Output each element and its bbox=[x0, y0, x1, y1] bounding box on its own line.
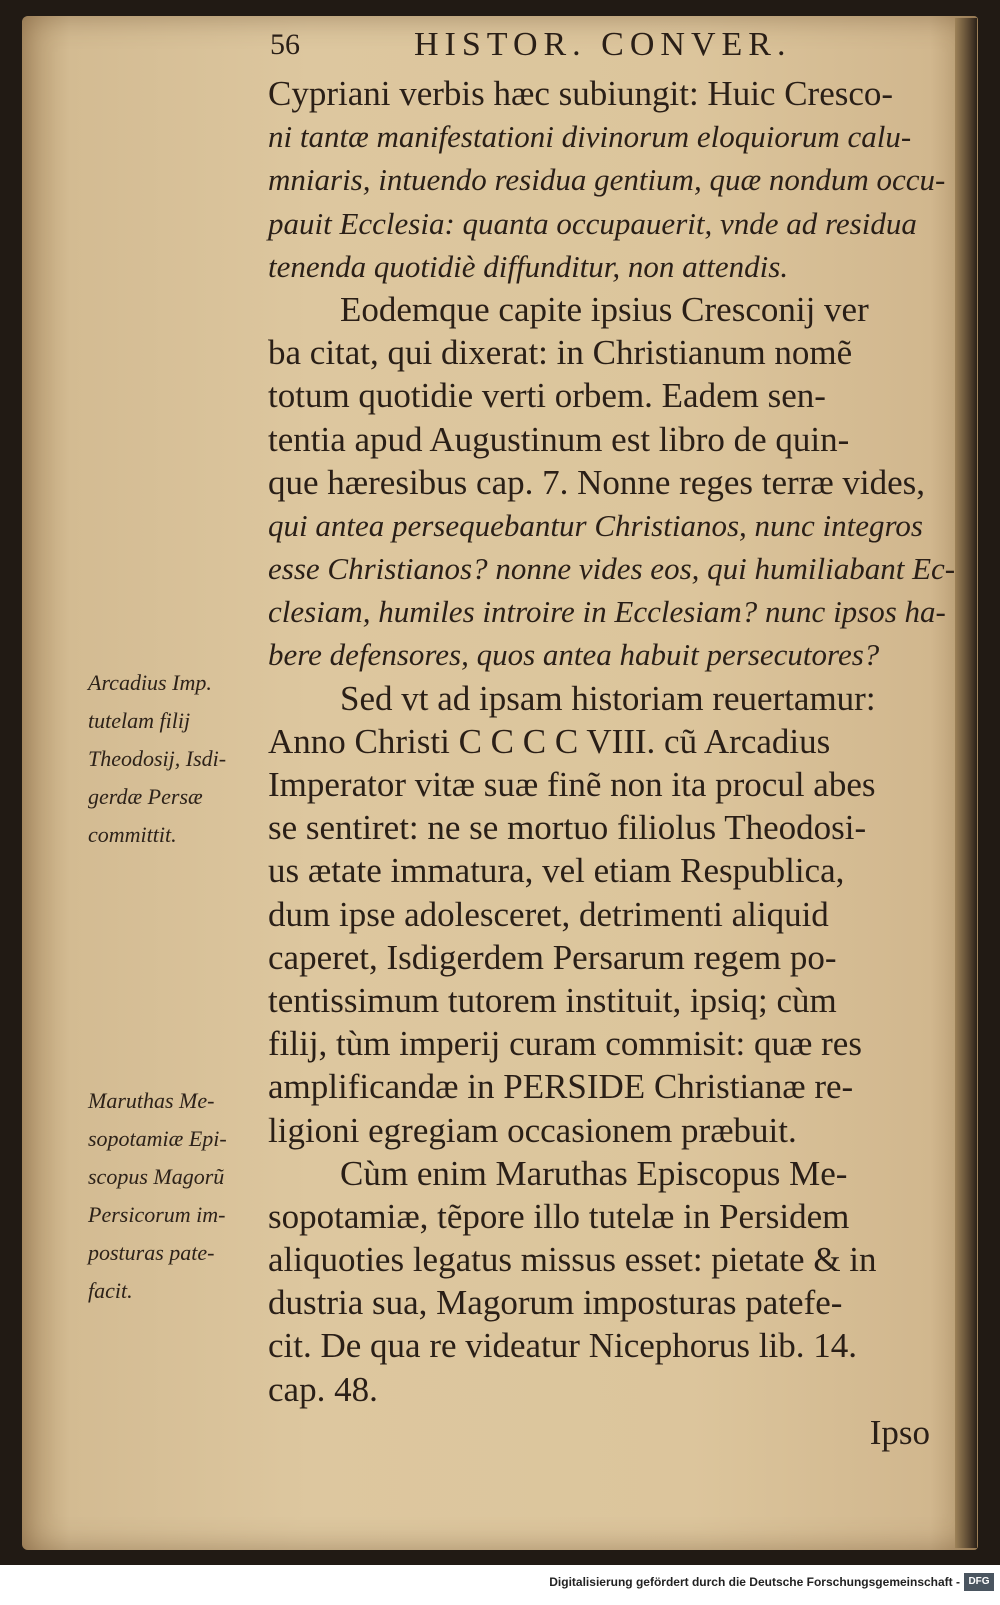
text-line: Ipso bbox=[869, 1412, 930, 1452]
text-line: tentissimum tutorem instituit, ipsiq; cùm bbox=[268, 980, 837, 1020]
margin-note-maruthas bbox=[88, 1082, 263, 1310]
text-line: tenenda quotidiè diffunditur, non attendis. bbox=[268, 248, 789, 284]
text-line: Anno Christi C C C C VIII. cũ Arcadius bbox=[268, 721, 831, 761]
margin-note-line: gerdæ Persæ bbox=[88, 784, 203, 809]
text-line: que hæresibus cap. 7. Nonne reges terræ vides, bbox=[268, 462, 926, 502]
text-line: Cùm enim Maruthas Episcopus Me- bbox=[340, 1153, 848, 1193]
text-line: tentia apud Augustinum est libro de quin- bbox=[268, 419, 850, 459]
text-line: aliquoties legatus missus esset: pietate & in bbox=[268, 1240, 877, 1280]
text-line: clesiam, humiles introire in Ecclesiam? nunc ipsos ha- bbox=[268, 594, 946, 630]
text-line: sopotamiæ, tẽpore illo tutelæ in Persidem bbox=[268, 1196, 850, 1236]
main-text-block bbox=[268, 72, 956, 1454]
text-line: Imperator vitæ suæ finẽ non ita procul abes bbox=[268, 765, 876, 804]
margin-note-line: committit. bbox=[88, 822, 177, 847]
text-line: mniaris, intuendo residua gentium, quæ nondum occu- bbox=[268, 162, 946, 198]
text-line: esse Christianos? nonne vides eos, qui humiliabant Ec- bbox=[268, 551, 956, 587]
text-line: ligioni egregiam occasionem præbuit. bbox=[268, 1110, 797, 1150]
margin-note-line: Theodosij, Isdi- bbox=[88, 746, 227, 771]
text-line: amplificandæ in PERSIDE Christianæ re- bbox=[268, 1067, 854, 1107]
text-line: bere defensores, quos antea habuit persecutores? bbox=[268, 637, 880, 673]
margin-note-arcadius bbox=[88, 664, 263, 854]
footer-bar bbox=[0, 1565, 1000, 1605]
text-line: dustria sua, Magorum imposturas patefe- bbox=[268, 1283, 843, 1323]
text-line: Eodemque capite ipsius Cresconij ver bbox=[340, 289, 869, 329]
running-title: HISTOR. CONVER. bbox=[414, 26, 792, 63]
text-line: se sentiret: ne se mortuo filiolus Theodosi- bbox=[268, 808, 867, 848]
text-line: pauit Ecclesia: quanta occupauerit, vnde ad residua bbox=[268, 205, 917, 241]
text-line: totum quotidie verti orbem. Eadem sen- bbox=[268, 376, 826, 416]
margin-note-line: facit. bbox=[88, 1278, 133, 1303]
margin-note-line: Persicorum im- bbox=[88, 1202, 226, 1227]
dfg-logo: DFG bbox=[964, 1573, 994, 1591]
text-line: Sed vt ad ipsam historiam reuertamur: bbox=[340, 678, 876, 718]
text-line: filij, tùm imperij curam commisit: quæ res bbox=[268, 1024, 862, 1064]
text-line: Cypriani verbis hæc subiungit: Huic Cresco- bbox=[268, 74, 894, 113]
margin-note-line: Arcadius Imp. bbox=[88, 670, 212, 695]
text-line: ni tantæ manifestationi divinorum eloquiorum calu- bbox=[268, 119, 912, 155]
text-line: dum ipse adolesceret, detrimenti aliquid bbox=[268, 894, 829, 934]
margin-note-line: Maruthas Me- bbox=[88, 1088, 215, 1113]
text-line: cap. 48. bbox=[268, 1369, 378, 1409]
margin-note-line: tutelam filij bbox=[88, 708, 191, 733]
margin-note-line: posturas pate- bbox=[88, 1240, 215, 1265]
page-edge bbox=[955, 18, 977, 1548]
margin-note-line: sopotamiæ Epi- bbox=[88, 1126, 227, 1151]
page-number: 56 bbox=[270, 28, 300, 61]
footer-credit: Digitalisierung gefördert durch die Deutsche Forschungsgemeinschaft - bbox=[549, 1575, 960, 1589]
text-line: caperet, Isdigerdem Persarum regem po- bbox=[268, 937, 837, 977]
text-line: cit. De qua re videatur Nicephorus lib. 14. bbox=[268, 1326, 857, 1366]
margin-note-line: scopus Magorũ bbox=[88, 1164, 225, 1189]
text-line: us ætate immatura, vel etiam Respublica, bbox=[268, 851, 845, 891]
text-line: qui antea persequebantur Christianos, nunc integros bbox=[268, 507, 923, 543]
page-header bbox=[270, 24, 870, 70]
text-line: ba citat, qui dixerat: in Christianum nomẽ bbox=[268, 333, 853, 373]
